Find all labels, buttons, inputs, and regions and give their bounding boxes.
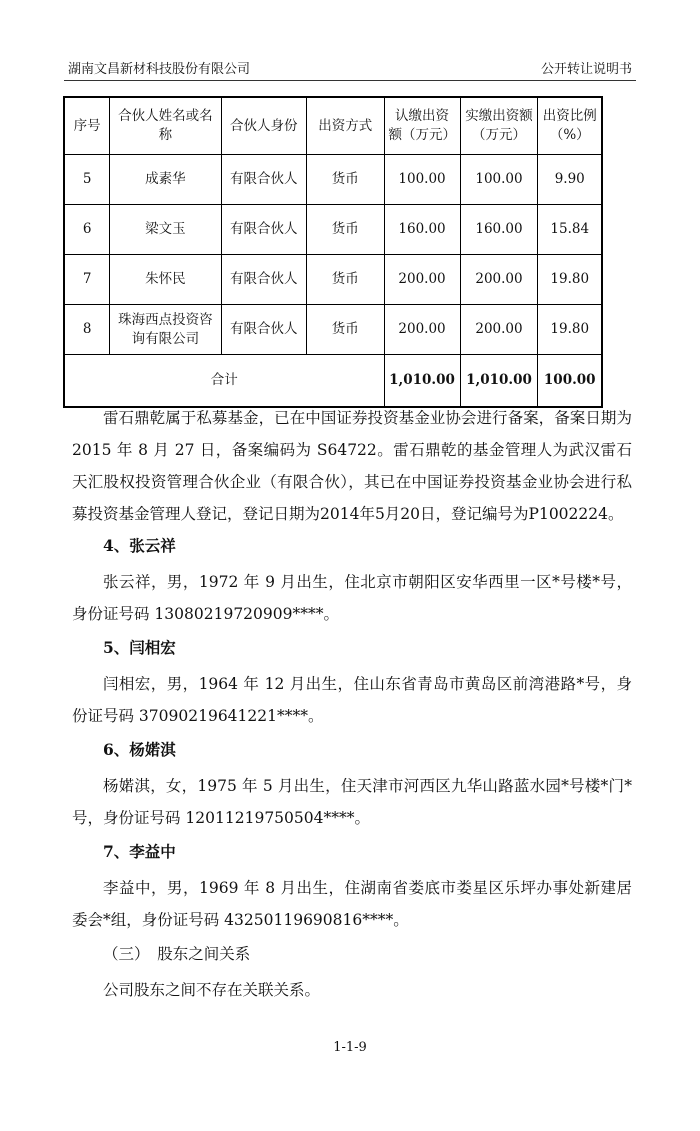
cell-subscribed-capital: 100.00 <box>384 155 460 205</box>
col-header-subscribed-capital: 认缴出资额（万元） <box>384 97 460 155</box>
heading-yan-xianghong: 5、闫相宏 <box>103 638 176 657</box>
paragraph-li-yizhong: 李益中，男，1969 年 8 月出生，住湖南省娄底市娄星区乐坪办事处新建居委会*组，身份证号码 43250119690816****。 <box>72 879 632 929</box>
paragraph-yang-ruoqi: 杨婼淇，女，1975 年 5 月出生，住天津市河西区九华山路蓝水园*号楼*门*号，身份证号码 12011219750504****。 <box>72 777 632 827</box>
cell-contribution-ratio: 19.80 <box>538 305 602 355</box>
heading-yang-ruoqi: 6、杨婼淇 <box>103 740 176 759</box>
col-header-contribution-method: 出资方式 <box>307 97 385 155</box>
table-total-row <box>64 355 602 408</box>
paragraph-leishi-fund: 雷石鼎乾属于私募基金，已在中国证券投资基金业协会进行备案，备案日期为 2015 年 8 月 27 日，备案编码为 S64722。雷石鼎乾的基金管理人为武汉雷石天汇股权投资管理合伙企业（有限合伙），其已在中国证券投资基金业协会进行私募投资基金管理人登记，登记日期为2014年5月20日，登记编号为P1002224。 <box>72 409 632 523</box>
paragraph-shareholder-relations: 公司股东之间不存在关联关系。 <box>103 981 321 999</box>
cell-paid-capital: 200.00 <box>460 255 538 305</box>
cell-contribution-method: 货币 <box>307 305 385 355</box>
total-paid-capital: 1,010.00 <box>460 355 538 408</box>
col-header-partner-identity: 合伙人身份 <box>221 97 306 155</box>
cell-subscribed-capital: 200.00 <box>384 255 460 305</box>
table-row <box>64 255 602 305</box>
heading-zhang-yunxiang: 4、张云祥 <box>103 536 176 555</box>
cell-subscribed-capital: 200.00 <box>384 305 460 355</box>
header-company-name: 湖南文昌新材科技股份有限公司 <box>68 62 251 77</box>
col-header-index: 序号 <box>64 97 110 155</box>
page-header <box>64 56 636 81</box>
table-header-row <box>64 97 602 155</box>
total-subscribed-capital: 1,010.00 <box>384 355 460 408</box>
cell-contribution-method: 货币 <box>307 205 385 255</box>
col-header-contribution-ratio: 出资比例（%） <box>538 97 602 155</box>
cell-contribution-ratio: 9.90 <box>538 155 602 205</box>
table-row <box>64 205 602 255</box>
table-row <box>64 155 602 205</box>
cell-paid-capital: 200.00 <box>460 305 538 355</box>
partners-table <box>63 96 603 408</box>
cell-partner-name: 朱怀民 <box>110 255 221 305</box>
cell-paid-capital: 100.00 <box>460 155 538 205</box>
total-contribution-ratio: 100.00 <box>538 355 602 408</box>
cell-contribution-ratio: 19.80 <box>538 255 602 305</box>
cell-partner-identity: 有限合伙人 <box>221 255 306 305</box>
cell-subscribed-capital: 160.00 <box>384 205 460 255</box>
paragraph-yan-xianghong: 闫相宏，男，1964 年 12 月出生，住山东省青岛市黄岛区前湾港路*号，身份证号码 37090219641221****。 <box>72 675 632 725</box>
section-heading-shareholder-relations: （三） 股东之间关系 <box>103 945 251 963</box>
cell-partner-name: 珠海西点投资咨询有限公司 <box>110 305 221 355</box>
cell-partner-name: 梁文玉 <box>110 205 221 255</box>
cell-partner-identity: 有限合伙人 <box>221 205 306 255</box>
cell-partner-identity: 有限合伙人 <box>221 305 306 355</box>
page-number: 1-1-9 <box>333 1040 367 1055</box>
cell-paid-capital: 160.00 <box>460 205 538 255</box>
col-header-partner-name: 合伙人姓名或名称 <box>110 97 221 155</box>
cell-index: 6 <box>64 205 110 255</box>
col-header-paid-capital: 实缴出资额（万元） <box>460 97 538 155</box>
header-document-title: 公开转让说明书 <box>540 62 632 77</box>
cell-index: 5 <box>64 155 110 205</box>
total-label: 合计 <box>64 355 384 408</box>
table-row <box>64 305 602 355</box>
cell-contribution-method: 货币 <box>307 155 385 205</box>
cell-index: 7 <box>64 255 110 305</box>
cell-partner-name: 成素华 <box>110 155 221 205</box>
cell-contribution-ratio: 15.84 <box>538 205 602 255</box>
cell-contribution-method: 货币 <box>307 255 385 305</box>
heading-li-yizhong: 7、李益中 <box>103 842 176 861</box>
cell-partner-identity: 有限合伙人 <box>221 155 306 205</box>
cell-index: 8 <box>64 305 110 355</box>
paragraph-zhang-yunxiang: 张云祥，男，1972 年 9 月出生，住北京市朝阳区安华西里一区*号楼*号，身份证号码 13080219720909****。 <box>72 573 632 623</box>
